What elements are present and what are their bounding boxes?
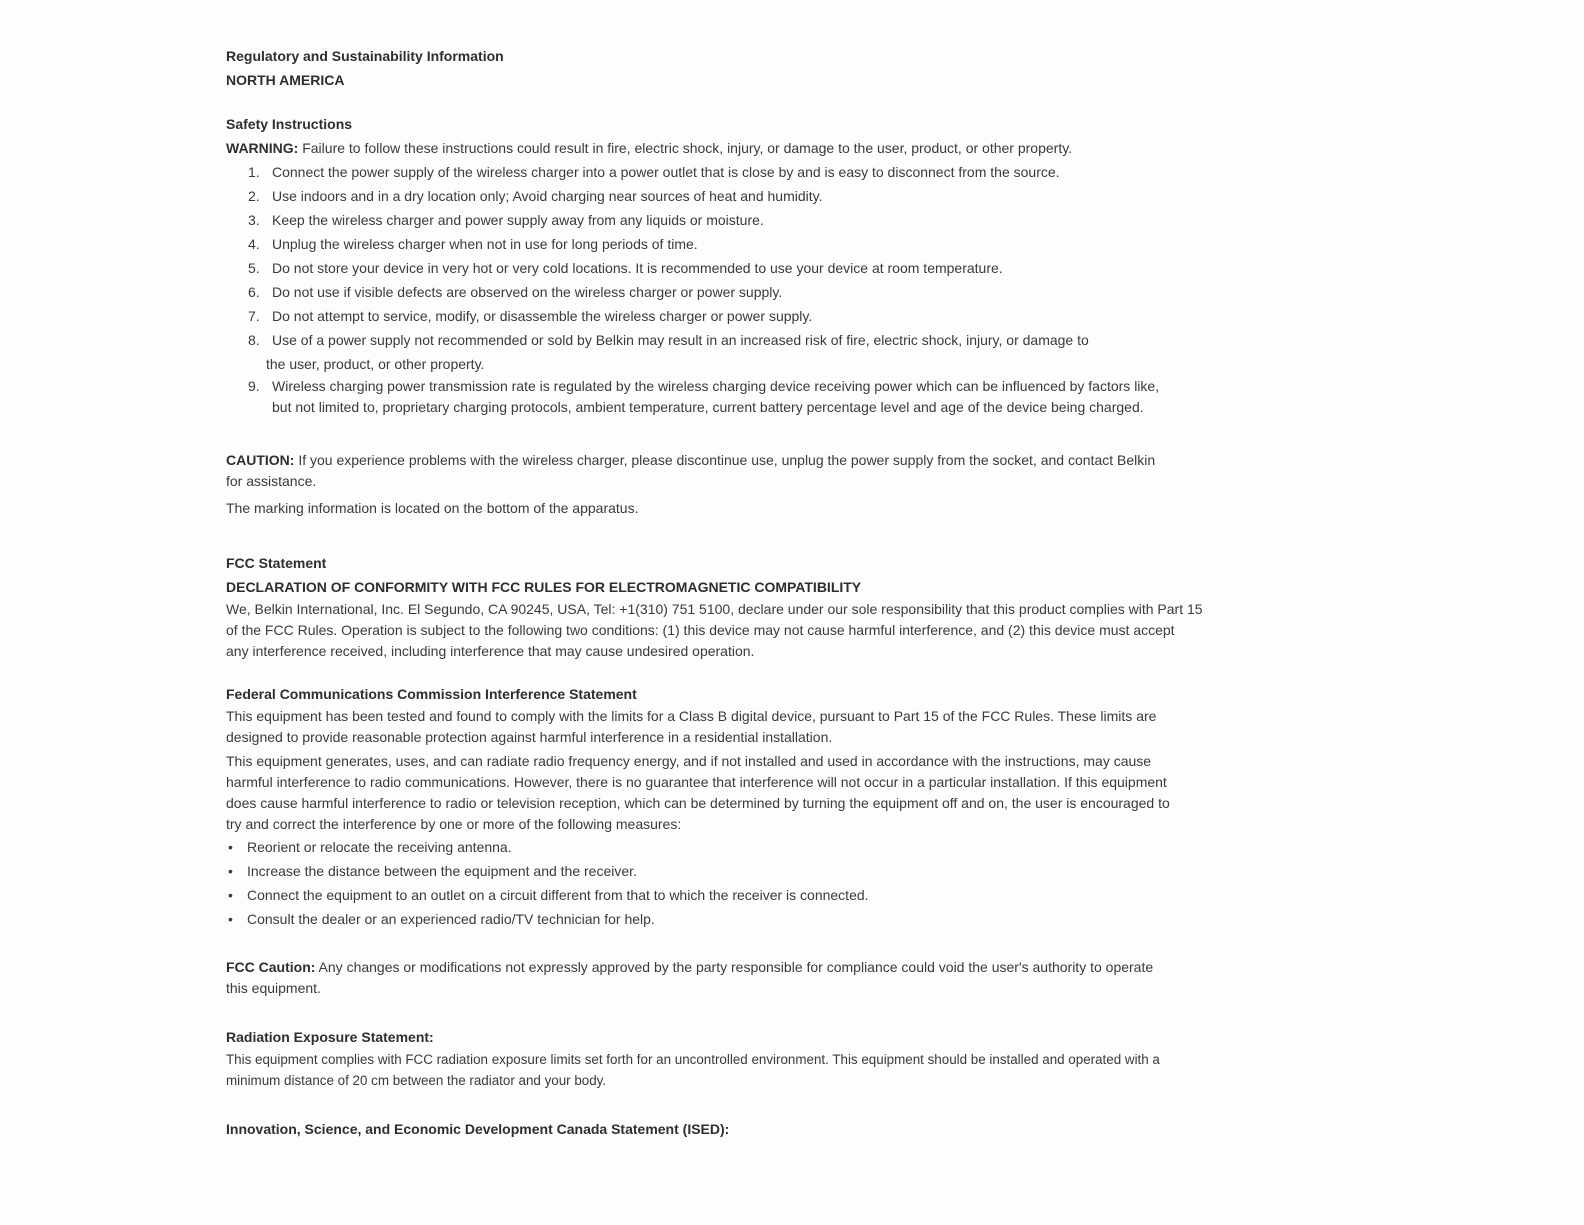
list-number: 2. — [248, 188, 260, 204]
interference-para2-line: This equipment generates, uses, and can radiate radio frequency energy, and if not installed and used in accordance with the instructions, may cause — [226, 753, 1152, 769]
interference-heading: Federal Communications Commission Interference Statement — [226, 686, 637, 702]
region-heading: NORTH AMERICA — [226, 72, 345, 88]
list-item — [226, 835, 1326, 859]
ised-heading: Innovation, Science, and Economic Development Canada Statement (ISED): — [226, 1121, 730, 1137]
list-text-continuation: the user, product, or other property. — [266, 356, 485, 372]
list-text: Use of a power supply not recommended or sold by Belkin may result in an increased risk of fire, electric shock, injury, or damage to — [272, 332, 1089, 348]
list-item — [226, 208, 1326, 232]
list-item — [226, 328, 1326, 376]
bullet-icon: • — [228, 887, 233, 903]
list-number: 8. — [248, 332, 260, 348]
bullet-icon: • — [228, 911, 233, 927]
list-item — [226, 232, 1326, 256]
marking-info: The marking information is located on the bottom of the apparatus. — [226, 500, 639, 516]
list-item — [226, 256, 1326, 280]
caution-paragraph — [226, 450, 1326, 471]
radiation-line: This equipment complies with FCC radiation exposure limits set forth for an uncontrolled environment. This equipment should be installed and operated with a — [226, 1052, 1160, 1067]
list-item — [226, 907, 1326, 931]
fcc-declaration-line: any interference received, including interference that may cause undesired operation. — [226, 643, 755, 659]
list-text: Consult the dealer or an experienced radio/TV technician for help. — [247, 911, 655, 927]
fcc-declaration-heading: DECLARATION OF CONFORMITY WITH FCC RULES FOR ELECTROMAGNETIC COMPATIBILITY — [226, 579, 862, 595]
regulatory-document — [226, 44, 1326, 1141]
list-text: Unplug the wireless charger when not in use for long periods of time. — [272, 236, 698, 252]
fcc-caution-paragraph — [226, 957, 1326, 978]
fcc-heading: FCC Statement — [226, 555, 327, 571]
list-item — [226, 304, 1326, 328]
list-item — [226, 280, 1326, 304]
list-item — [226, 376, 1326, 418]
fcc-caution-label: FCC Caution: — [226, 959, 316, 975]
list-text: Connect the equipment to an outlet on a circuit different from that to which the receiver is connected. — [247, 887, 869, 903]
caution-label: CAUTION: — [226, 452, 295, 468]
safety-heading: Safety Instructions — [226, 116, 353, 132]
radiation-heading: Radiation Exposure Statement: — [226, 1029, 434, 1045]
list-item — [226, 859, 1326, 883]
interference-para2-line: does cause harmful interference to radio or television reception, which can be determined by turning the equipment off and on, the user is encouraged to — [226, 795, 1170, 811]
interference-measures-list — [226, 835, 1326, 931]
interference-para1-line: This equipment has been tested and found to comply with the limits for a Class B digital device, pursuant to Part 15 of the FCC Rules. These limits are — [226, 708, 1157, 724]
list-text-continuation: but not limited to, proprietary charging protocols, ambient temperature, current battery percentage level and age of the device being charged. — [272, 399, 1144, 415]
list-text: Do not attempt to service, modify, or disassemble the wireless charger or power supply. — [272, 308, 813, 324]
bullet-icon: • — [228, 863, 233, 879]
caution-text-continuation: for assistance. — [226, 473, 317, 489]
list-text: Use indoors and in a dry location only; Avoid charging near sources of heat and humidity. — [272, 188, 823, 204]
interference-para2-line: harmful interference to radio communications. However, there is no guarantee that interference will not occur in a particular installation. If this equipment — [226, 774, 1167, 790]
list-number: 4. — [248, 236, 260, 252]
list-text: Wireless charging power transmission rate is regulated by the wireless charging device receiving power which can be influenced by factors like, — [272, 378, 1160, 394]
fcc-caution-text: Any changes or modifications not expressly approved by the party responsible for compliance could void the user's authority to operate — [315, 959, 1154, 975]
list-item — [226, 160, 1326, 184]
list-item — [226, 184, 1326, 208]
radiation-line: minimum distance of 20 cm between the radiator and your body. — [226, 1073, 607, 1088]
list-number: 3. — [248, 212, 260, 228]
list-number: 7. — [248, 308, 260, 324]
list-number: 1. — [248, 164, 260, 180]
bullet-icon: • — [228, 839, 233, 855]
document-title: Regulatory and Sustainability Information — [226, 48, 504, 64]
list-text: Do not use if visible defects are observed on the wireless charger or power supply. — [272, 284, 783, 300]
list-text: Do not store your device in very hot or very cold locations. It is recommended to use your device at room temperature. — [272, 260, 1003, 276]
fcc-declaration-line: We, Belkin International, Inc. El Segundo, CA 90245, USA, Tel: +1(310) 751 5100, declare under our sole responsibility that this product complies with Part 15 — [226, 601, 1203, 617]
interference-para2-line: try and correct the interference by one or more of the following measures: — [226, 816, 682, 832]
list-text: Connect the power supply of the wireless charger into a power outlet that is close by and is easy to disconnect from the source. — [272, 164, 1060, 180]
warning-label: WARNING: — [226, 140, 299, 156]
fcc-declaration-line: of the FCC Rules. Operation is subject to the following two conditions: (1) this device may not cause harmful interference, and (2) this device must accept — [226, 622, 1175, 638]
list-number: 6. — [248, 284, 260, 300]
list-text: Keep the wireless charger and power supply away from any liquids or moisture. — [272, 212, 764, 228]
safety-instructions-list — [226, 160, 1326, 418]
interference-para1-line: designed to provide reasonable protection against harmful interference in a residential installation. — [226, 729, 833, 745]
list-number: 5. — [248, 260, 260, 276]
warning-paragraph — [226, 136, 1326, 160]
warning-text: Failure to follow these instructions could result in fire, electric shock, injury, or damage to the user, product, or other property. — [298, 140, 1073, 156]
fcc-caution-continuation: this equipment. — [226, 980, 321, 996]
caution-text: If you experience problems with the wireless charger, please discontinue use, unplug the power supply from the socket, and contact Belkin — [294, 452, 1156, 468]
list-text: Reorient or relocate the receiving antenna. — [247, 839, 512, 855]
list-number: 9. — [248, 378, 260, 394]
list-item — [226, 883, 1326, 907]
list-text: Increase the distance between the equipment and the receiver. — [247, 863, 637, 879]
